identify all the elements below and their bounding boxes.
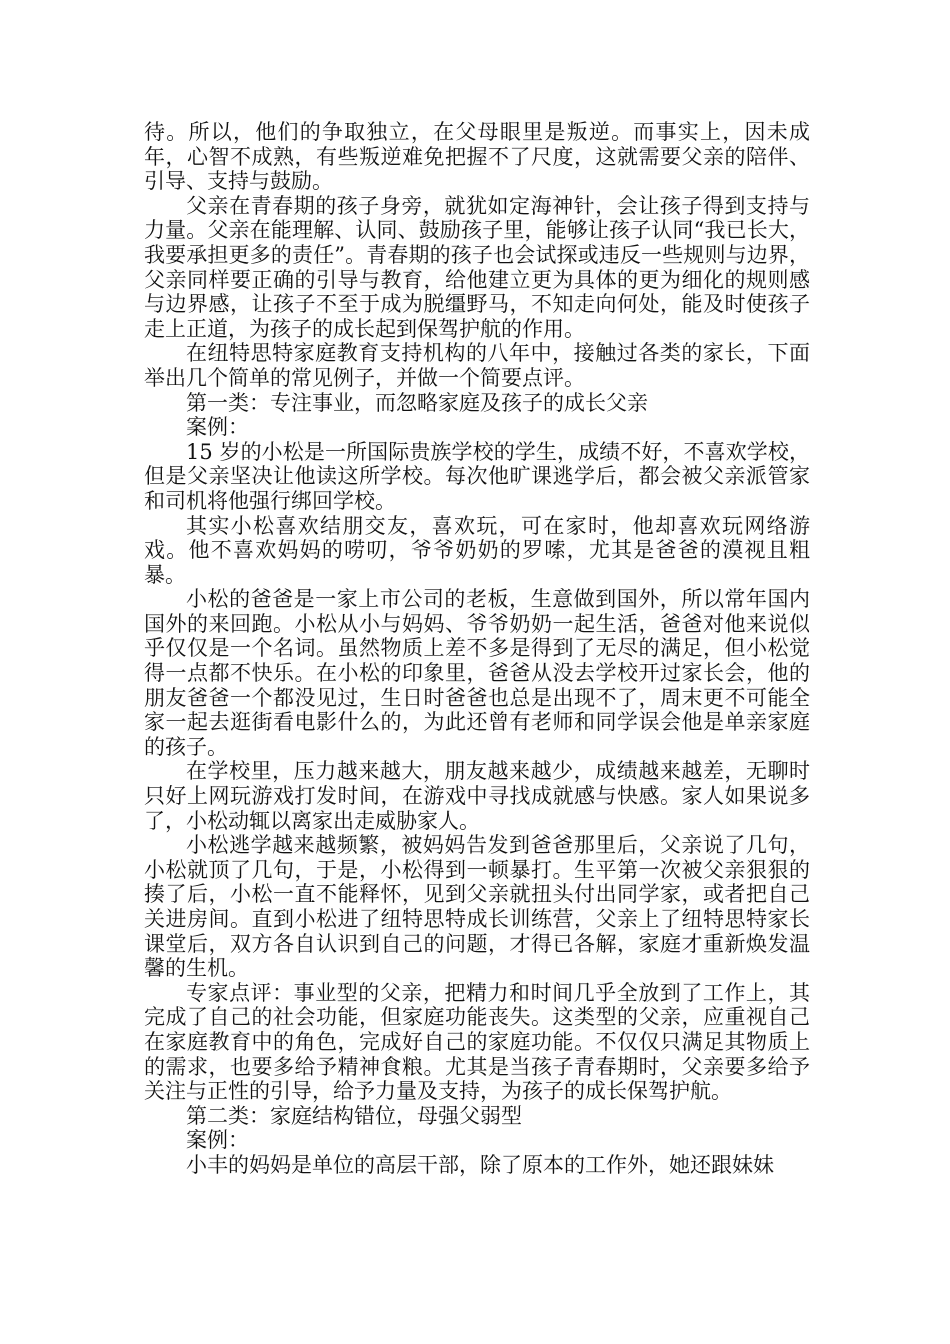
paragraph-1: 待。所以，他们的争取独立，在父母眼里是叛逆。而事实上，因未成年，心智不成熟，有些叛逆难免把握不了尺度，这就需要父亲的陪伴、引导、支持与鼓励。 bbox=[144, 120, 810, 194]
paragraph-6: 15 岁的小松是一所国际贵族学校的学生，成绩不好，不喜欢学校，但是父亲坚决让他读这所学校。每次他旷课逃学后，都会被父亲派管家和司机将他强行绑回学校。 bbox=[144, 439, 810, 513]
paragraph-3: 在纽特思特家庭教育支持机构的八年中，接触过各类的家长，下面举出几个简单的常见例子，并做一个简要点评。 bbox=[144, 341, 810, 390]
paragraph-9: 在学校里，压力越来越大，朋友越来越少，成绩越来越差，无聊时只好上网玩游戏打发时间，在游戏中寻找成就感与快感。家人如果说多了，小松动辄以离家出走威胁家人。 bbox=[144, 759, 810, 833]
section-heading-2: 第二类：家庭结构错位，母强父弱型 bbox=[186, 1103, 522, 1128]
paragraph-2: 父亲在青春期的孩子身旁，就犹如定海神针，会让孩子得到支持与力量。父亲在能理解、认同、鼓励孩子里，能够让孩子认同“我已长大，我要承担更多的责任”。青春期的孩子也会试探或违反一些规则与边界，父亲同样要正确的引导与教育，给他建立更为具体的更为细化的规则感与边界感，让孩子不至于成为脱缰野马，不知走向何处，能及时使孩子走上正道，为孩子的成长起到保驾护航的作用。 bbox=[144, 193, 810, 341]
expert-comment-1: 专家点评：事业型的父亲，把精力和时间几乎全放到了工作上，其完成了自己的社会功能，但家庭功能丧失。这类型的父亲，应重视自己在家庭教育中的角色，完成好自己的家庭功能。不仅仅只满足其物质上的需求，也要多给予精神食粮。尤其是当孩子青春期时，父亲要多给予关注与正性的引导，给予力量及支持，为孩子的成长保驾护航。 bbox=[144, 980, 810, 1104]
paragraph-8: 小松的爸爸是一家上市公司的老板，生意做到国外，所以常年国内国外的来回跑。小松从小与妈妈、爷爷奶奶一起生活，爸爸对他来说似乎仅仅是一个名词。虽然物质上差不多是得到了无尽的满足，但小松觉得一点都不快乐。在小松的印象里，爸爸从没去学校开过家长会，他的朋友爸爸一个都没见过，生日时爸爸也总是出现不了，周末更不可能全家一起去逛街看电影什么的，为此还曾有老师和同学误会他是单亲家庭的孩子。 bbox=[144, 587, 810, 759]
case-label-1: 案例： bbox=[186, 415, 249, 440]
case-label-2: 案例： bbox=[186, 1128, 249, 1153]
document-page bbox=[144, 120, 810, 1178]
paragraph-7: 其实小松喜欢结朋交友，喜欢玩，可在家时，他却喜欢玩网络游戏。他不喜欢妈妈的唠叨，爷爷奶奶的罗嗦，尤其是爸爸的漠视且粗暴。 bbox=[144, 513, 810, 587]
section-heading-1: 第一类：专注事业，而忽略家庭及孩子的成长父亲 bbox=[186, 390, 648, 415]
paragraph-10: 小松逃学越来越频繁，被妈妈告发到爸爸那里后，父亲说了几句，小松就顶了几句，于是，小松得到一顿暴打。生平第一次被父亲狠狠的揍了后，小松一直不能释怀，见到父亲就扭头付出同学家，或者把自己关进房间。直到小松进了纽特思特成长训练营，父亲上了纽特思特家长课堂后，双方各自认识到自己的问题，才得已各解，家庭才重新焕发温馨的生机。 bbox=[144, 833, 810, 981]
paragraph-14: 小丰的妈妈是单位的高层干部，除了原本的工作外，她还跟妹妹 bbox=[186, 1152, 774, 1177]
